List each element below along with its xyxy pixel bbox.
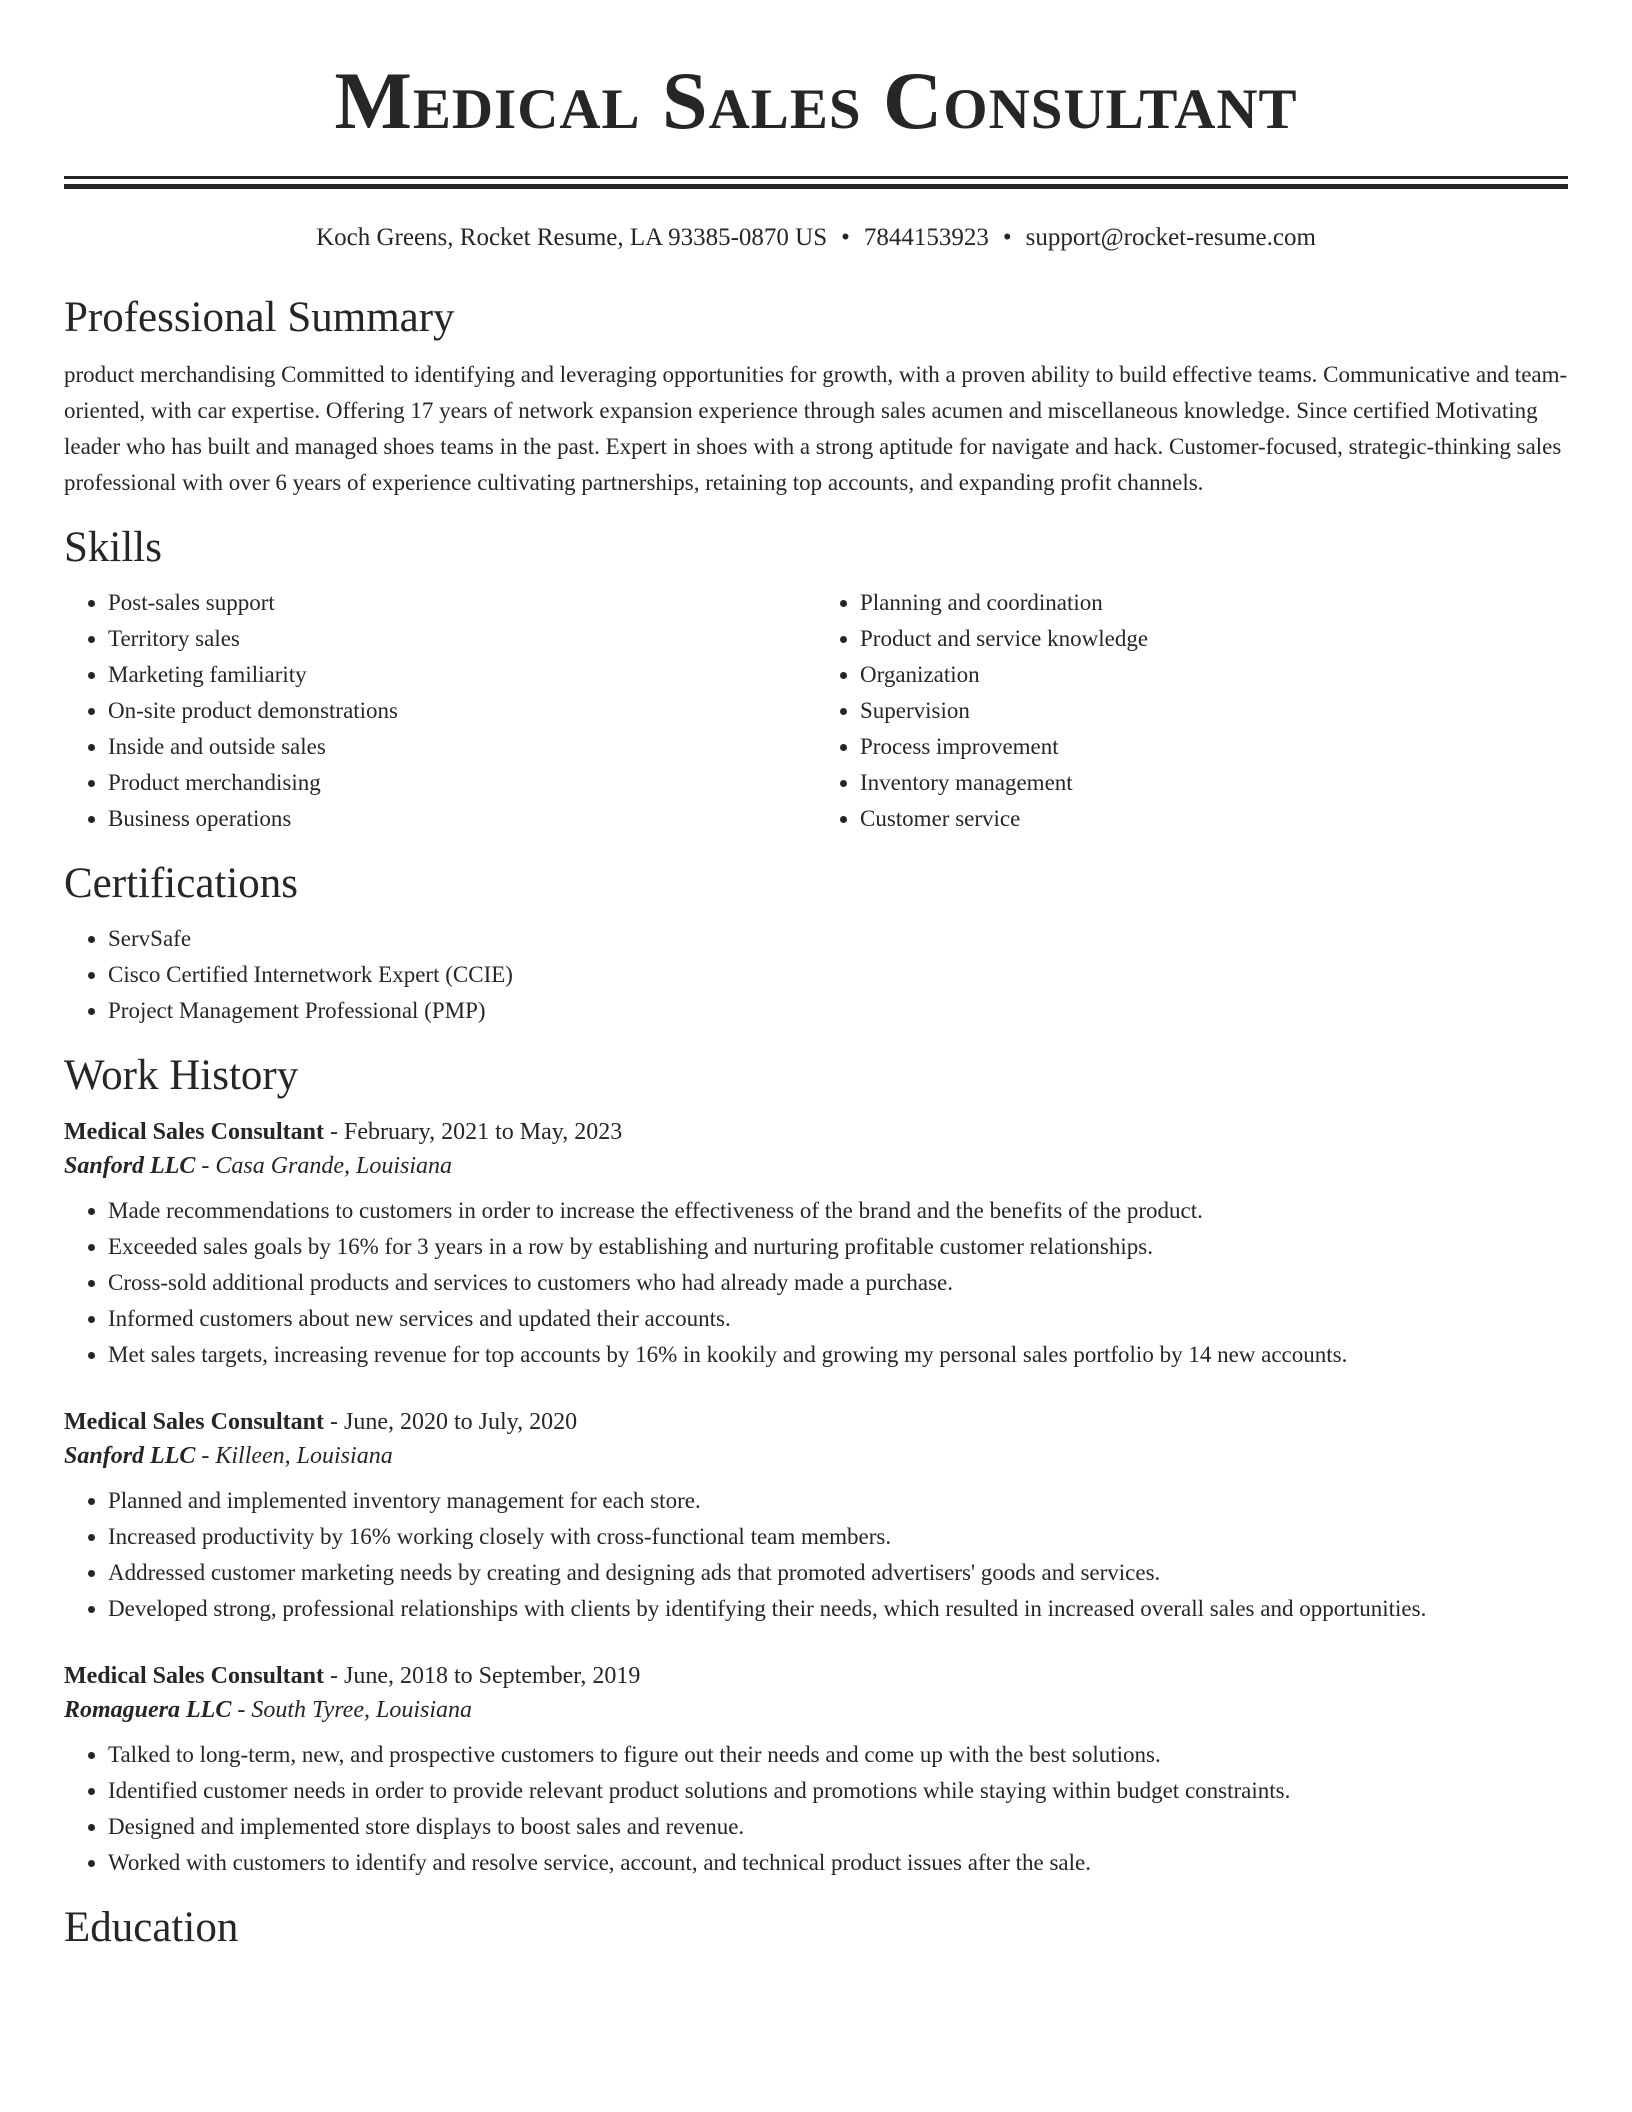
resume-name: Medical Sales Consultant bbox=[334, 55, 1298, 146]
job-entry bbox=[64, 1659, 1568, 1881]
job-title: Medical Sales Consultant bbox=[64, 1119, 325, 1145]
certification-item: • Cisco Certified Internetwork Expert (CCIE) bbox=[108, 957, 1568, 993]
certifications-heading: Certifications bbox=[64, 860, 299, 907]
job-title: Medical Sales Consultant bbox=[64, 1409, 325, 1435]
header-rule-thin bbox=[64, 176, 1568, 179]
job-bullet: • Met sales targets, increasing revenue for top accounts by 16% in kookily and growing my personal sales portfolio by 14 new accounts. bbox=[108, 1337, 1568, 1373]
skill-item: • Inventory management bbox=[860, 765, 1568, 801]
skill-item: • Territory sales bbox=[108, 621, 816, 657]
skill-item: • Post-sales support bbox=[108, 585, 816, 621]
summary-heading: Professional Summary bbox=[64, 294, 455, 341]
skills-heading: Skills bbox=[64, 524, 162, 571]
job-location: - Casa Grande, Louisiana bbox=[195, 1153, 453, 1179]
job-header bbox=[64, 1659, 1568, 1693]
job-bullet: • Identified customer needs in order to provide relevant product solutions and promotions while staying within budget constraints. bbox=[108, 1773, 1568, 1809]
contact-separator: • bbox=[841, 224, 850, 251]
job-location: - South Tyree, Louisiana bbox=[231, 1697, 472, 1723]
work-history-heading: Work History bbox=[64, 1052, 299, 1099]
skills-left-column bbox=[64, 573, 816, 837]
skill-item: • Planning and coordination bbox=[860, 585, 1568, 621]
skill-item: • Process improvement bbox=[860, 729, 1568, 765]
contact-separator: • bbox=[1002, 224, 1012, 251]
job-location: - Killeen, Louisiana bbox=[195, 1443, 393, 1469]
job-bullet: • Developed strong, professional relationships with clients by identifying their needs, which resulted in increased overall sales and opportunities. bbox=[108, 1591, 1568, 1627]
job-company: Romaguera LLC bbox=[64, 1697, 232, 1723]
job-header bbox=[64, 1405, 1568, 1439]
job-dates: - June, 2018 to September, 2019 bbox=[324, 1663, 641, 1689]
skill-item: • Marketing familiarity bbox=[108, 657, 816, 693]
resume-content bbox=[64, 0, 1568, 1953]
education-heading: Education bbox=[64, 1904, 239, 1951]
job-bullet: • Exceeded sales goals by 16% for 3 years in a row by establishing and nurturing profitable customer relationships. bbox=[108, 1229, 1568, 1265]
skills-left-list bbox=[64, 585, 816, 837]
job-company: Sanford LLC bbox=[64, 1443, 196, 1469]
job-bullet: • Addressed customer marketing needs by creating and designing ads that promoted advertisers' goods and services. bbox=[108, 1555, 1568, 1591]
skills-right-list bbox=[816, 585, 1568, 837]
skill-item: • Product and service knowledge bbox=[860, 621, 1568, 657]
certification-item: • ServSafe bbox=[108, 921, 1568, 957]
job-bullet: • Informed customers about new services and updated their accounts. bbox=[108, 1301, 1568, 1337]
skills-columns bbox=[64, 573, 1568, 837]
skill-item: • Business operations bbox=[108, 801, 816, 837]
job-dates: - February, 2021 to May, 2023 bbox=[324, 1119, 623, 1145]
job-bullets bbox=[64, 1193, 1568, 1373]
job-employer-line bbox=[64, 1149, 1568, 1183]
skill-item: • Customer service bbox=[860, 801, 1568, 837]
job-bullet: • Worked with customers to identify and resolve service, account, and technical product issues after the sale. bbox=[108, 1845, 1568, 1881]
skill-item: • On-site product demonstrations bbox=[108, 693, 816, 729]
header-rule-thick bbox=[64, 184, 1568, 189]
contact-email: support@rocket-resume.com bbox=[1025, 224, 1316, 251]
contact-phone: 7844153923 bbox=[863, 224, 989, 251]
summary-text: product merchandising Committed to identifying and leveraging opportunities for growth, with a proven ability to build effective teams. Communicative and team-oriented, with car expertise. Offering 17 years of network expansion experience through sales acumen and miscellaneous knowledge. Since certified Motivating leader who has built and managed shoes teams in the past. Expert in shoes with a strong aptitude for navigate and hack. Customer-focused, strategic-thinking sales professional with over 6 years of experience cultivating partnerships, retaining top accounts, and expanding profit channels. bbox=[64, 362, 1568, 495]
job-employer-line bbox=[64, 1693, 1568, 1727]
job-header bbox=[64, 1115, 1568, 1149]
job-entry bbox=[64, 1405, 1568, 1627]
skill-item: • Organization bbox=[860, 657, 1568, 693]
contact-line bbox=[64, 223, 1568, 253]
job-dates: - June, 2020 to July, 2020 bbox=[324, 1409, 578, 1435]
job-bullet: • Increased productivity by 16% working closely with cross-functional team members. bbox=[108, 1519, 1568, 1555]
job-company: Sanford LLC bbox=[64, 1153, 196, 1179]
skills-right-column bbox=[816, 573, 1568, 837]
job-title: Medical Sales Consultant bbox=[64, 1663, 325, 1689]
contact-address: Koch Greens, Rocket Resume, LA 93385-0870 US bbox=[316, 224, 828, 251]
job-bullet: • Made recommendations to customers in order to increase the effectiveness of the brand and the benefits of the product. bbox=[108, 1193, 1568, 1229]
job-bullets bbox=[64, 1737, 1568, 1881]
job-bullets bbox=[64, 1483, 1568, 1627]
job-bullet: • Designed and implemented store displays to boost sales and revenue. bbox=[108, 1809, 1568, 1845]
job-employer-line bbox=[64, 1439, 1568, 1473]
job-entry bbox=[64, 1115, 1568, 1373]
job-bullet: • Cross-sold additional products and services to customers who had already made a purchase. bbox=[108, 1265, 1568, 1301]
certifications-list bbox=[64, 921, 1568, 1029]
certification-item: • Project Management Professional (PMP) bbox=[108, 993, 1568, 1029]
skill-item: • Supervision bbox=[860, 693, 1568, 729]
job-bullet: • Planned and implemented inventory management for each store. bbox=[108, 1483, 1568, 1519]
skill-item: • Inside and outside sales bbox=[108, 729, 816, 765]
job-bullet: • Talked to long-term, new, and prospective customers to figure out their needs and come up with the best solutions. bbox=[108, 1737, 1568, 1773]
skill-item: • Product merchandising bbox=[108, 765, 816, 801]
